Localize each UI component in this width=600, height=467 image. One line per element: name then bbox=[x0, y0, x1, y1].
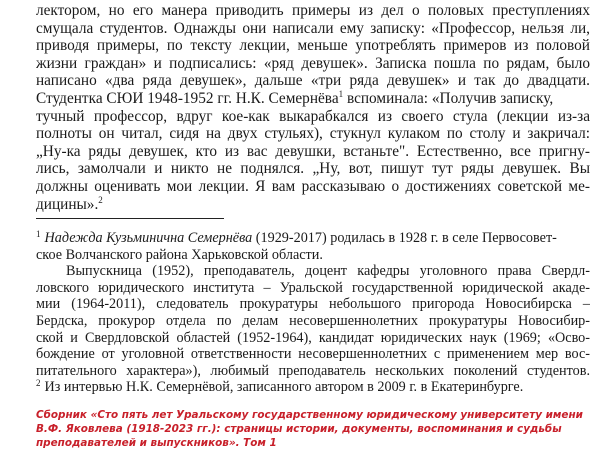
text-line-3: приводя примеры, по тексту лекции, меньше употреблять примеров из половой bbox=[36, 37, 590, 55]
footnote-1-number: 1 bbox=[36, 229, 41, 239]
text-line-5: написано «два ряда девушек», дальше «три ряда девушек» и так до двадцати. bbox=[36, 72, 590, 90]
text-line-6-end: вспоминала: «Получив записку, bbox=[346, 89, 554, 107]
footnote-2 bbox=[36, 379, 590, 396]
text-line-6 bbox=[36, 90, 590, 108]
source-caption bbox=[36, 408, 583, 451]
footnote-1-name: Надежда Кузьминична Семернёва bbox=[44, 230, 253, 246]
text-line-10: лись, замолчали и никто не поднялся. „Ну, вот, пишут тут ряды девушек. Вы bbox=[36, 160, 590, 178]
footnote-1-para-line-2: ловского юридического института – Уральской государственной юридической акаде- bbox=[36, 279, 590, 296]
text-line-9: „Ну-ка ряды девушек, кто из вас девушки, встаньте". Естественно, все пригну- bbox=[36, 142, 590, 160]
text-line-2: смущала студентов. Однажды они написали ему записку: «Профессор, нельзя ли, bbox=[36, 19, 590, 37]
caption-line-1: Сборник «Сто пять лет Уральскому государственному юридическому университету имени bbox=[36, 409, 583, 421]
text-line-12-text: дицины». bbox=[36, 195, 99, 213]
footnote-ref-1[interactable]: 1 bbox=[338, 88, 344, 99]
footnote-1-line-1 bbox=[36, 230, 590, 247]
caption-line-2: В.Ф. Яковлева (1918-2023 гг.): страницы истории, документы, воспоминания и судьбы bbox=[36, 423, 562, 436]
text-line-1: лектором, но его манера приводить примеры из дел о половых преступлениях bbox=[36, 2, 590, 19]
footnote-separator bbox=[36, 218, 224, 219]
footnotes bbox=[36, 230, 590, 396]
footnote-1-para-line-4: Бердска, прокурор отдела по делам несовершеннолетних прокуратуры Новосибир- bbox=[36, 312, 590, 329]
footnote-2-number: 2 bbox=[36, 378, 41, 389]
text-line-6-start: Студентка СЮИ 1948-1952 гг. Н.К. Семернёва bbox=[36, 89, 339, 107]
text-line-11: должны оценивать мои лекции. Я вам рассказываю о достижениях советской ме- bbox=[36, 177, 590, 195]
main-text bbox=[36, 2, 590, 213]
footnote-1-para-line-5: ской и Свердловской областей (1952-1964), кандидат юридических наук (1969; «Осво- bbox=[36, 329, 590, 346]
text-line-7: тучный профессор, вдруг кое-как выкарабкался из своего стула (лекции из-за bbox=[36, 107, 590, 125]
caption-line-3: преподавателей и выпускников». Том 1 bbox=[36, 437, 277, 450]
footnote-ref-2[interactable]: 2 bbox=[98, 194, 103, 205]
footnote-2-text: Из интервью Н.К. Семернёвой, записанного автором в 2009 г. в Екатеринбурге. bbox=[44, 379, 524, 396]
footnote-1-para-line-1: Выпускница (1952), преподаватель, доцент кафедры уголовного права Свердл- bbox=[66, 263, 590, 280]
footnote-1-para-line-3: мии (1964-2011), следователь прокуратуры небольшого пригорода Новосибирска – bbox=[36, 296, 590, 313]
footnote-1-line-2: ское Волчанского района Харьковской области. bbox=[36, 246, 323, 263]
text-line-4: жизни граждан» и подписались: «ряд девушек». Записка пошла по рядам, было bbox=[36, 54, 590, 72]
text-line-8: полноты он читал, сидя на двух стульях), стукнул кулаком по столу и закричал: bbox=[36, 125, 590, 143]
footnote-1-para-line-7: питательного характера»), любимый преподаватель нескольких поколений студентов. bbox=[36, 362, 590, 379]
footnote-1-rest: (1929-2017) родилась в 1928 г. в селе Первосовет- bbox=[252, 230, 557, 246]
footnote-1-para-line-6: бождение от уголовной ответственности несовершеннолетних с применением мер вос- bbox=[36, 346, 590, 363]
text-line-12 bbox=[36, 196, 590, 214]
